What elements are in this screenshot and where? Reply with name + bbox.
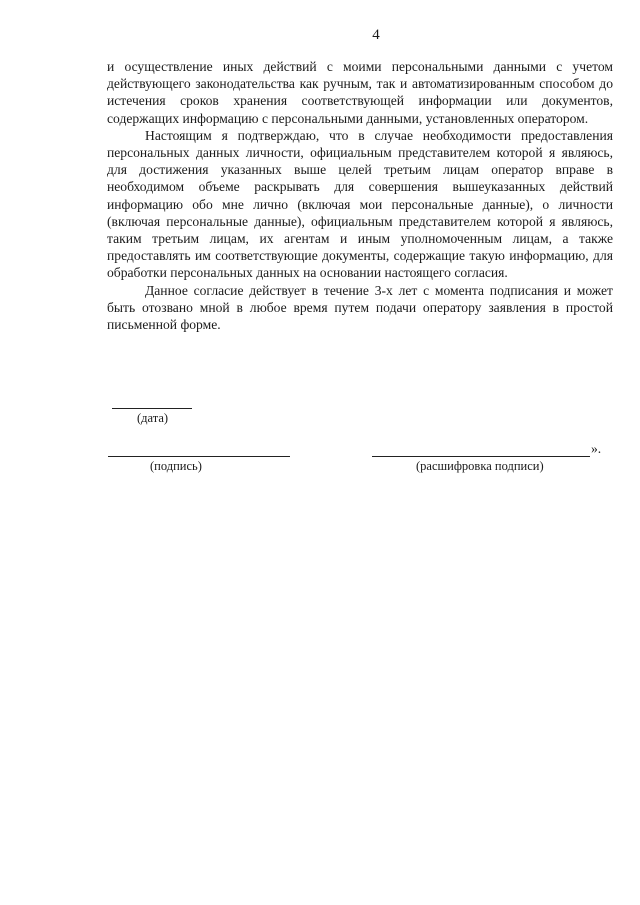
signature-decoding-line <box>372 456 590 457</box>
paragraph-continuation: и осуществление иных действий с моими персональными данными с учетом действующего законодательства как ручным, так и автоматизированным способом до истечения сроков хранения соответствующей информации или документов, содержащих информацию с персональными данными, установленных оператором. <box>107 59 613 126</box>
closing-quote-mark: ». <box>591 441 602 456</box>
page-number: 4 <box>372 27 380 43</box>
date-line <box>112 408 192 409</box>
signature-label: (подпись) <box>150 459 202 473</box>
paragraph-consent-validity: Данное согласие действует в течение 3-х лет с момента подписания и может быть отозвано мной в любое время путем подачи оператору заявления в простой письменной форме. <box>107 282 613 333</box>
signature-line <box>108 456 290 457</box>
signature-decoding-label: (расшифровка подписи) <box>416 459 544 473</box>
paragraph-third-party-disclosure: Настоящим я подтверждаю, что в случае необходимости предоставления персональных данных личности, официальным представителем которой я являюсь, для достижения указанных выше целей третьим лицам оператор вправе в необходимом объеме раскрывать для совершения вышеуказанных действий информацию обо мне лично (включая мои персональные данные), о личности (включая персональные данные), официальным представителем которой я являюсь, таким третьим лицам, их агентам и иным уполномоченным лицам, а также предоставлять им соответствующие документы, содержащие такую информацию, для обработки персональных данных на основании настоящего согласия. <box>107 127 613 281</box>
document-body <box>107 58 613 333</box>
date-label: (дата) <box>137 411 169 425</box>
